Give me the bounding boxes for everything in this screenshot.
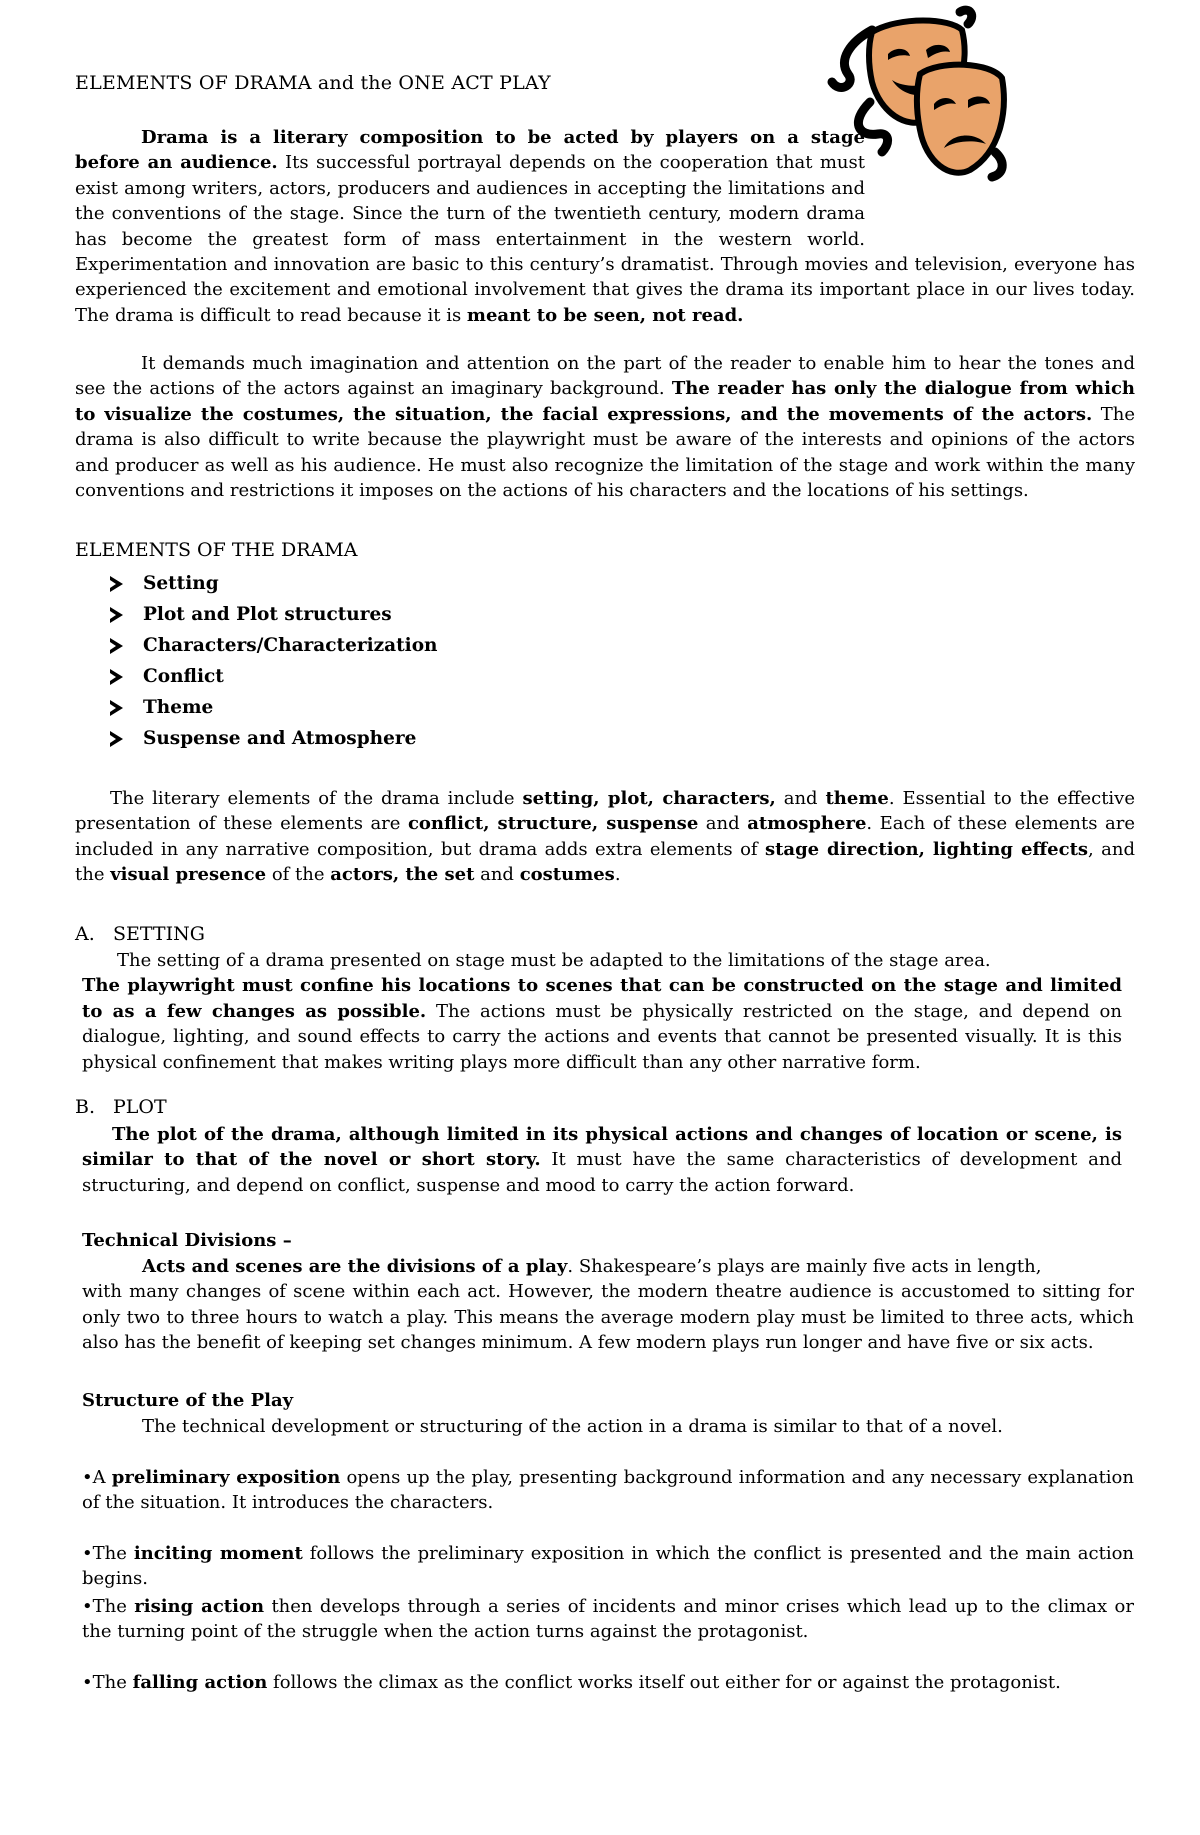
- list-item: Suspense and Atmosphere: [110, 723, 438, 754]
- arrow-bullet-icon: [110, 700, 123, 716]
- arrow-bullet-icon: [110, 607, 123, 623]
- elements-heading: ELEMENTS OF THE DRAMA: [75, 539, 358, 561]
- list-item: Characters/Characterization: [110, 630, 438, 661]
- intro-bold-end: meant to be seen, not read.: [466, 304, 744, 326]
- setting-heading: A. SETTING: [75, 923, 205, 945]
- arrow-bullet-icon: [110, 576, 123, 592]
- structure-paragraph: The technical development or structuring of the action in a drama is similar to that of a novel.: [142, 1416, 1003, 1437]
- arrow-bullet-icon: [110, 669, 123, 685]
- document-title: ELEMENTS OF DRAMA and the ONE ACT PLAY: [75, 72, 551, 94]
- list-item: Conflict: [110, 661, 438, 692]
- elements-list: [110, 568, 438, 754]
- bullet-preliminary-exposition: •A preliminary exposition opens up the play, presenting background information and any necessary explanation of the situation. It introduces the characters.: [82, 1467, 1134, 1514]
- arrow-bullet-icon: [110, 638, 123, 654]
- intro-text: Its successful portrayal depends on the cooperation that must exist among writers, actors, producers and audiences in accepting the limitations and the conventions of the stage. Since the turn of the twentieth century, modern drama has become the greatest form of mass entertainment in the western world. Experimentation and innovation are basic to this century’s dramatist. Through movies and television, everyone has experienced the excitement and emotional involvement that gives the drama its important place in our lives today. The drama is difficult to read because it is: [75, 152, 1135, 326]
- second-paragraph: [75, 351, 1135, 503]
- para2-bold: The reader has only the dialogue from which to visualize the costumes, the situation, the facial expressions, and the movements of the actors.: [75, 378, 1135, 425]
- arrow-bullet-icon: [110, 731, 123, 747]
- bullet-falling-action: •The falling action follows the climax as the conflict works itself out either for or against the protagonist.: [82, 1672, 1061, 1693]
- list-item: Theme: [110, 692, 438, 723]
- literary-elements-paragraph: The literary elements of the drama include setting, plot, characters, and theme. Essential to the effective presentation of these elements are conflict, structure, suspense and atmosphere. Each of these elements are included in any narrative composition, but drama adds extra elements of stage direction, lighting effects, and the visual presence of the actors, the set and costumes.: [75, 788, 1136, 886]
- plot-paragraph: The plot of the drama, although limited in its physical actions and changes of location or scene, is similar to that of the novel or short story. It must have the same characteristics of development and structuring, and depend on conflict, suspense and mood to carry the action forward.: [82, 1124, 1122, 1196]
- bullet-inciting-moment: •The inciting moment follows the preliminary exposition in which the conflict is presented and the main action begins.: [82, 1543, 1135, 1590]
- technical-divisions-heading: Technical Divisions –: [82, 1230, 292, 1251]
- structure-heading: Structure of the Play: [82, 1390, 294, 1411]
- intro-bold-start: Drama is a literary composition to be acted by players on a stage before an audience.: [75, 127, 865, 174]
- para2-text-2: The drama is also difficult to write because the playwright must be aware of the interests and opinions of the actors and producer as well as his audience. He must also recognize the limitation of the stage and work within the many conventions and restrictions it imposes on the actions of his characters and the locations of his settings.: [75, 403, 1135, 502]
- para2-text-1: It demands much imagination and attention on the part of the reader to enable him to hear the tones and see the actions of the actors against an imaginary background.: [75, 353, 1135, 400]
- setting-paragraph: The setting of a drama presented on stage must be adapted to the limitations of the stage area. The playwright must confine his locations to scenes that can be constructed on the stage and limited to as a few changes as possible. The actions must be physically restricted on the stage, and depend on dialogue, lighting, and sound effects to carry the actions and events that cannot be presented visually. It is this physical confinement that makes writing plays more difficult than any other narrative form.: [82, 950, 1122, 1073]
- plot-heading: B. PLOT: [75, 1096, 167, 1118]
- technical-divisions-paragraph: Acts and scenes are the divisions of a play. Shakespeare’s plays are mainly five acts in length, with many changes of scene within each act. However, the modern theatre audience is accustomed to sitting for only two to three hours to watch a play. This means the average modern play must be limited to three acts, which also has the benefit of keeping set changes minimum. A few modern plays run longer and have five or six acts.: [82, 1256, 1134, 1354]
- list-item: Setting: [110, 568, 438, 599]
- list-item: Plot and Plot structures: [110, 599, 438, 630]
- bullet-rising-action: •The rising action then develops through a series of incidents and minor crises which lead up to the climax or the turning point of the struggle when the action turns against the protagonist.: [82, 1596, 1134, 1643]
- intro-paragraph: [75, 125, 1135, 328]
